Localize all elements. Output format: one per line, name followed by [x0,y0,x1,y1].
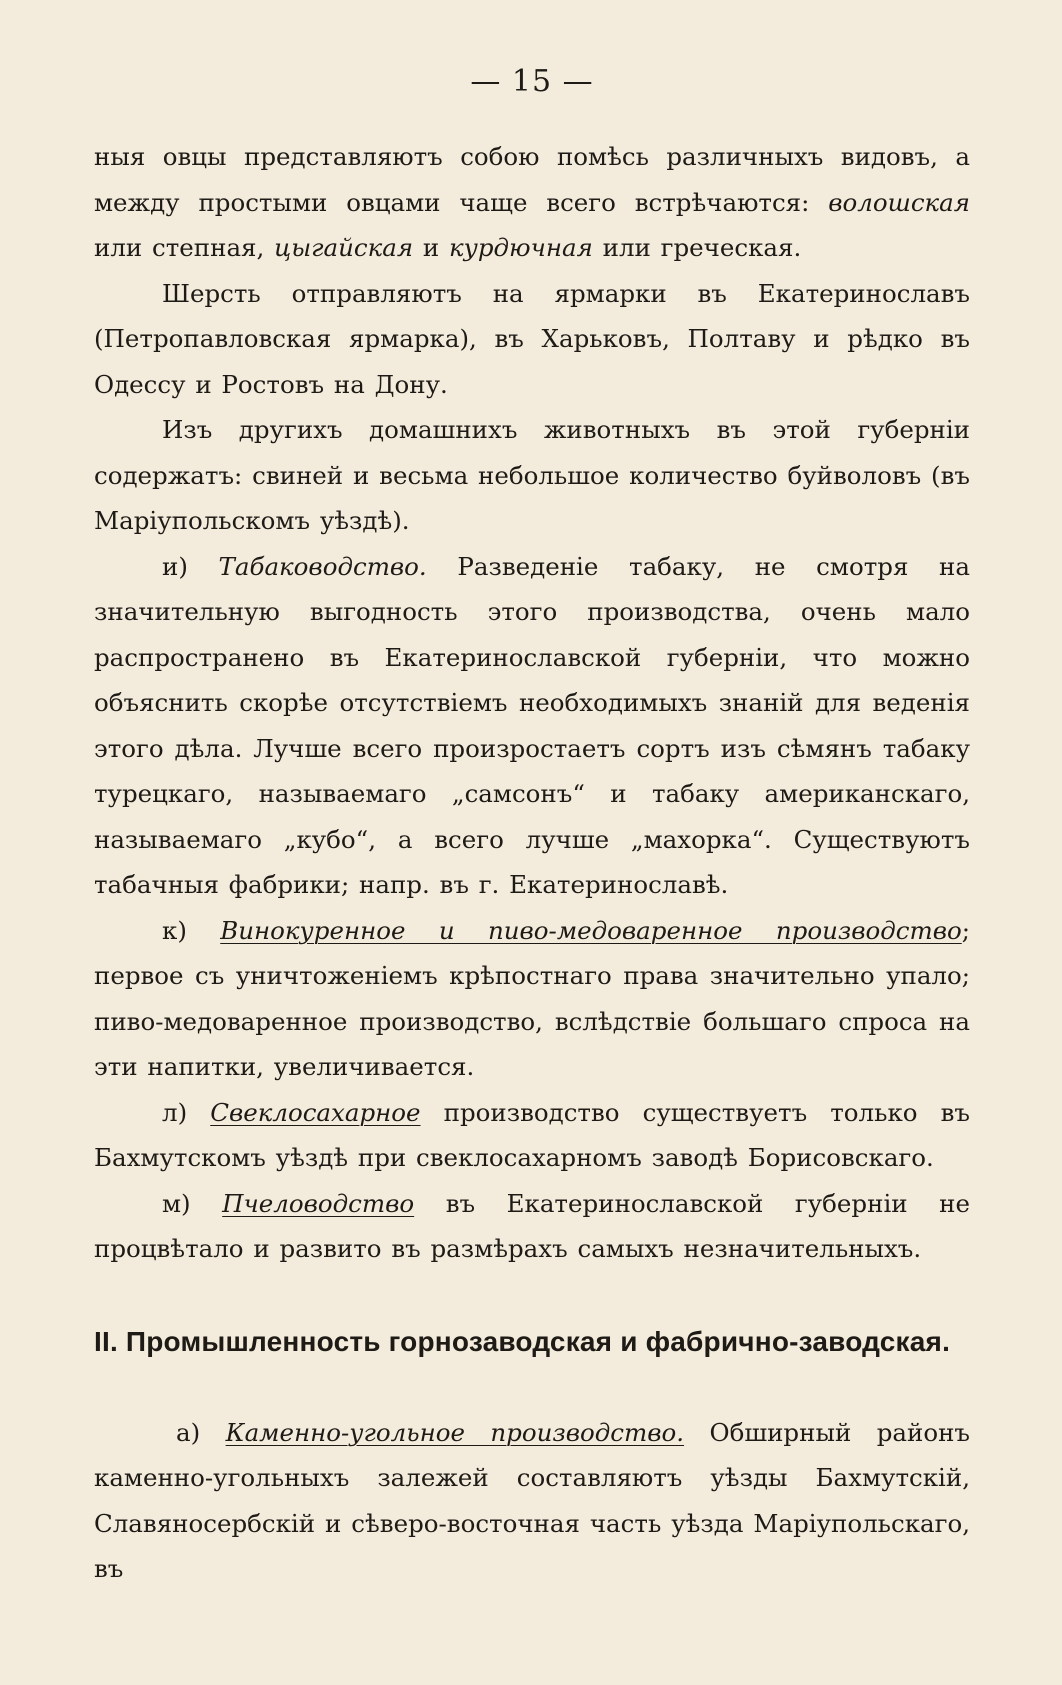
text-run: Обширный районъ каменно-угольныхъ залежей составляютъ уѣзды Бахмутскій, Славяносербскій и сѣверо-восточная часть уѣзда Маріупольскаго, въ [94,1417,970,1583]
heading-sugar-beet: Свеклосахарное [210,1097,421,1127]
emphasis-kurdyuchnaya: курдючная [449,233,593,262]
text-run: ныя овцы представляютъ собою помѣсь различныхъ видовъ, а между простыми овцами чаще всего встрѣчаются: [94,142,970,217]
item-letter: л) [162,1097,211,1127]
text-run: производство существуетъ только въ Бахмутскомъ уѣздѣ при свеклосахарномъ заводѣ Борисовскаго. [94,1097,970,1172]
item-letter: м) [162,1188,223,1218]
page-number: — 15 — [470,64,594,99]
item-letter: а) [176,1417,226,1447]
emphasis-tsygayskaya: цыгайская [274,233,414,262]
body-text [94,134,970,1592]
paragraph-wool-fairs: Шерсть отправляютъ на ярмарки въ Екатеринославъ (Петропавловская ярмарка), въ Харьковъ, Полтаву и рѣдко въ Одессу и Ростовъ на Дону. [94,278,970,399]
text-run: или степная, [94,233,275,262]
paragraph-tobacco [94,544,970,908]
emphasis-voloshskaya: волошская [828,187,970,217]
text-run: и [413,233,449,262]
item-letter: и) [162,551,219,581]
text-run: ; первое съ уничтоженіемъ крѣпостнаго права значительно упало; пиво-медоваренное производство, вслѣдствіе большаго спроса на эти напитки, увеличивается. [94,915,970,1081]
heading-coal-production: Каменно-угольное производство. [225,1417,685,1447]
paragraph-sugar-beet [94,1090,970,1181]
paragraph-other-animals: Изъ другихъ домашнихъ животныхъ въ этой губерніи содержатъ: свиней и весьма небольшое количество буйволовъ (въ Маріупольскомъ уѣздѣ). [94,415,970,535]
section-title: II. Промышленность горнозаводская и фабрично-заводская. [94,1325,951,1357]
item-letter: к) [162,915,221,945]
text-run: или греческая. [592,233,802,262]
paragraph-sheep-breeds [94,134,970,271]
paragraph-beekeeping [94,1181,970,1272]
text-run: въ Екатеринославской губерніи не процвѣтало и развито въ размѣрахъ самыхъ незначительныхъ. [94,1188,970,1263]
heading-tobacco-growing: Табаководство. [218,551,427,581]
paragraph-coal-mining [94,1410,970,1592]
heading-distilling-brewing: Винокуренное и пиво-медоваренное производство [220,915,962,945]
heading-beekeeping: Пчеловодство [222,1188,415,1218]
text-run: Разведеніе табаку, не смотря на значительную выгодность этого производства, очень мало распространено въ Екатеринославской губерніи, что можно объяснить скорѣе отсутствіемъ необходимыхъ знаній для веденія этого дѣла. Лучше всего произростаетъ сортъ изъ сѣмянъ табаку турецкаго, называемаго „самсонъ“ и табаку американскаго, называемаго „кубо“, а всего лучше „махорка“. Существуютъ табачныя фабрики; напр. въ г. Екатеринославѣ. [94,551,970,899]
paragraph-distilling [94,908,970,1090]
